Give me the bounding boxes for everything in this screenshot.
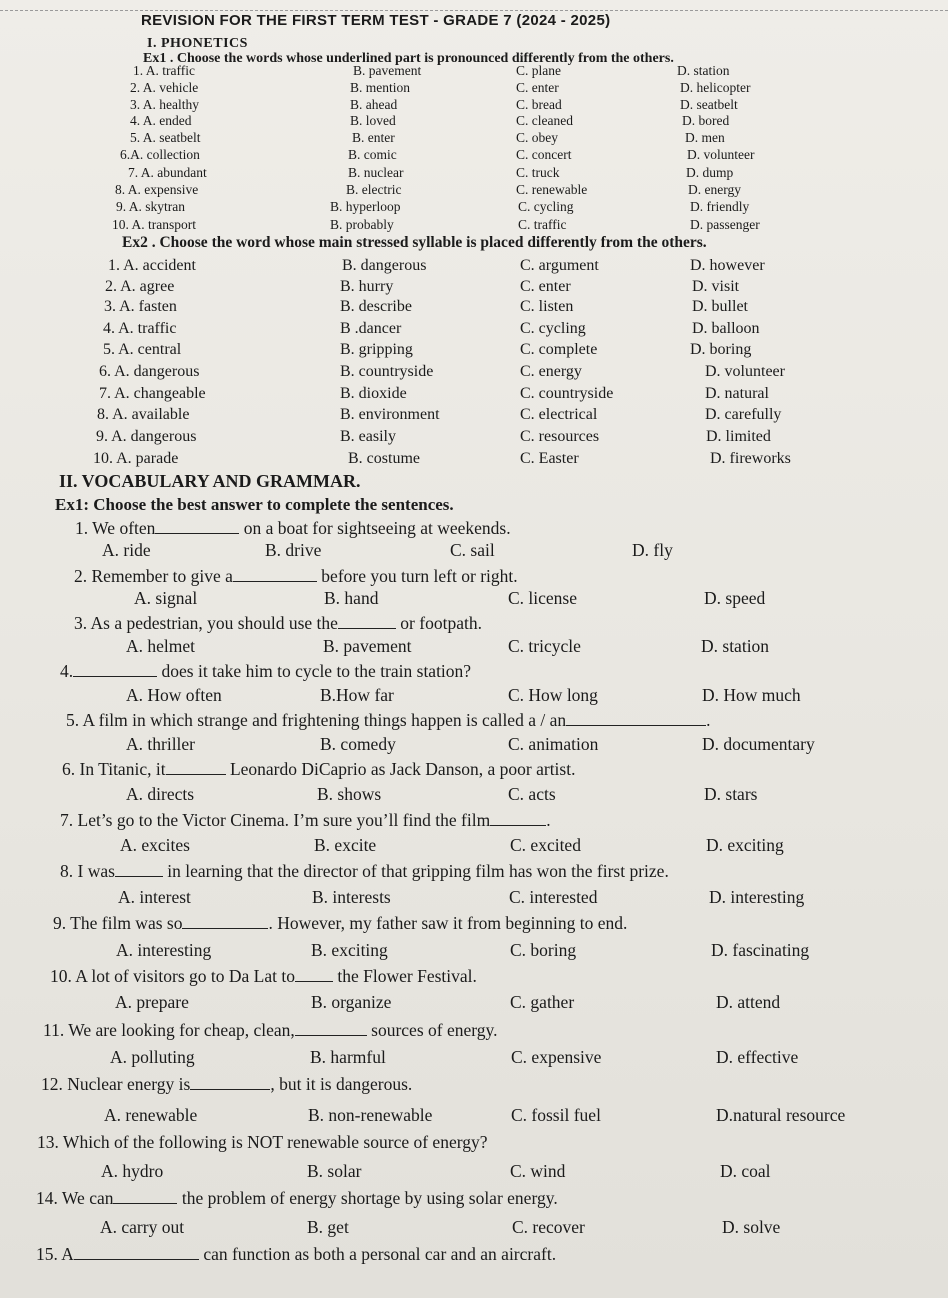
ex2-option-a: 8. A. available xyxy=(97,406,190,423)
answer-option-b: B. non-renewable xyxy=(308,1105,433,1125)
ex2-option-d: D. fireworks xyxy=(710,450,791,467)
question-stem xyxy=(37,1132,488,1153)
answer-option-a: A. directs xyxy=(126,784,195,804)
ex1-option-a: 3. A. healthy xyxy=(130,97,199,112)
answer-option-d: D. documentary xyxy=(702,734,815,754)
answer-option-c: C. tricycle xyxy=(508,636,581,656)
answer-option-d: D. speed xyxy=(704,588,766,608)
ex1-option-d: D. dump xyxy=(686,165,734,180)
answer-option-d: D. fly xyxy=(632,540,673,560)
answer-blank xyxy=(490,824,546,826)
ex2-option-b: B .dancer xyxy=(340,320,402,337)
answer-option-b: B. interests xyxy=(312,887,391,907)
question-text: 3. As a pedestrian, you should use the xyxy=(74,613,338,633)
answer-blank xyxy=(566,724,706,726)
ex1-option-b: B. nuclear xyxy=(348,165,404,180)
question-text-end: does it take him to cycle to the train station? xyxy=(157,661,472,681)
vocab-ex1-instruction: Ex1: Choose the best answer to complete the sentences. xyxy=(55,495,454,514)
answer-option-d: D. How much xyxy=(702,685,801,705)
question-text: 6. In Titanic, it xyxy=(62,759,166,779)
answer-option-c: C. animation xyxy=(508,734,599,754)
ex1-option-d: D. seatbelt xyxy=(680,97,738,112)
answer-option-b: B. harmful xyxy=(310,1047,386,1067)
answer-blank xyxy=(182,927,268,929)
answer-option-d: D. exciting xyxy=(706,835,784,855)
ex2-option-c: C. argument xyxy=(520,257,599,274)
ex2-option-d: D. natural xyxy=(705,385,769,402)
ex2-option-a: 2. A. agree xyxy=(105,278,175,295)
question-text-end: , but it is dangerous. xyxy=(270,1074,413,1094)
answer-option-d: D. solve xyxy=(722,1217,781,1237)
ex2-option-b: B. gripping xyxy=(340,341,413,358)
answer-option-c: C. sail xyxy=(450,540,495,560)
answer-option-c: C. expensive xyxy=(511,1047,602,1067)
ex1-option-d: D. men xyxy=(685,130,725,145)
ex2-option-c: C. complete xyxy=(520,341,598,358)
ex1-option-a: 5. A. seatbelt xyxy=(130,130,201,145)
ex1-option-d: D. passenger xyxy=(690,217,760,232)
question-text: 15. A xyxy=(36,1244,74,1264)
question-text: 8. I was xyxy=(60,861,115,881)
answer-option-b: B. shows xyxy=(317,784,382,804)
ex2-option-b: B. describe xyxy=(340,298,412,315)
ex2-option-c: C. enter xyxy=(520,278,571,295)
answer-option-d: D.natural resource xyxy=(716,1105,846,1125)
ex2-option-d: D. however xyxy=(690,257,765,274)
question-stem xyxy=(62,759,575,780)
ex1-option-a: 4. A. ended xyxy=(130,113,192,128)
ex2-option-c: C. energy xyxy=(520,363,582,380)
ex1-option-a: 10. A. transport xyxy=(112,217,196,232)
ex1-option-a: 6.A. collection xyxy=(120,147,200,162)
ex1-option-b: B. hyperloop xyxy=(330,199,401,214)
ex2-option-d: D. balloon xyxy=(692,320,760,337)
ex1-option-b: B. probably xyxy=(330,217,394,232)
question-stem xyxy=(60,661,471,682)
ex2-option-b: B. costume xyxy=(348,450,420,467)
question-stem xyxy=(66,710,710,731)
ex1-option-b: B. comic xyxy=(348,147,397,162)
answer-blank xyxy=(74,1258,199,1260)
answer-blank xyxy=(155,532,239,534)
question-text: 2. Remember to give a xyxy=(74,566,233,586)
section-phonetics-heading: I. PHONETICS xyxy=(147,36,248,51)
question-stem xyxy=(74,613,482,634)
answer-option-a: A. thriller xyxy=(126,734,196,754)
ex1-phonetics-instruction: Ex1 . Choose the words whose underlined part is pronounced differently from the others. xyxy=(143,51,674,66)
answer-option-b: B. solar xyxy=(307,1161,362,1181)
ex1-option-c: C. cycling xyxy=(518,199,574,214)
ex2-option-b: B. countryside xyxy=(340,363,434,380)
answer-option-c: C. license xyxy=(508,588,578,608)
ex1-option-c: C. plane xyxy=(516,63,561,78)
question-text-end: the problem of energy shortage by using solar energy. xyxy=(177,1188,558,1208)
ex2-option-a: 5. A. central xyxy=(103,341,182,358)
question-stem xyxy=(41,1074,412,1095)
answer-option-b: B. excite xyxy=(314,835,377,855)
question-stem xyxy=(53,913,627,934)
answer-blank xyxy=(190,1088,270,1090)
ex2-option-b: B. easily xyxy=(340,428,396,445)
ex2-option-b: B. dioxide xyxy=(340,385,407,402)
ex1-option-c: C. traffic xyxy=(518,217,567,232)
answer-option-d: D. fascinating xyxy=(711,940,810,960)
answer-option-a: A. hydro xyxy=(101,1161,164,1181)
answer-option-b: B. get xyxy=(307,1217,349,1237)
answer-blank xyxy=(338,627,396,629)
answer-blank xyxy=(166,773,226,775)
ex2-option-d: D. volunteer xyxy=(705,363,785,380)
ex1-option-d: D. friendly xyxy=(690,199,750,214)
question-stem xyxy=(75,518,511,539)
ex1-option-c: C. concert xyxy=(516,147,572,162)
page-title: REVISION FOR THE FIRST TERM TEST - GRADE 7 (2024 - 2025) xyxy=(141,12,611,29)
ex1-option-b: B. electric xyxy=(346,182,402,197)
answer-option-c: C. wind xyxy=(510,1161,566,1181)
ex1-option-c: C. cleaned xyxy=(516,113,573,128)
ex2-option-c: C. Easter xyxy=(520,450,579,467)
ex2-option-c: C. electrical xyxy=(520,406,598,423)
answer-option-c: C. interested xyxy=(509,887,598,907)
ex1-option-b: B. pavement xyxy=(353,63,422,78)
answer-option-d: D. effective xyxy=(716,1047,799,1067)
question-stem xyxy=(74,566,518,587)
answer-option-a: A. carry out xyxy=(100,1217,185,1237)
question-text-end: sources of energy. xyxy=(366,1020,498,1040)
question-stem xyxy=(60,810,551,831)
ex1-option-a: 7. A. abundant xyxy=(128,165,207,180)
answer-option-b: B. comedy xyxy=(320,734,396,754)
question-text: 12. Nuclear energy is xyxy=(41,1074,191,1094)
answer-blank xyxy=(295,1034,367,1036)
answer-option-c: C. fossil fuel xyxy=(511,1105,601,1125)
ex1-option-a: 9. A. skytran xyxy=(116,199,185,214)
ex1-option-b: B. mention xyxy=(350,80,410,95)
question-text-end: can function as both a personal car and an aircraft. xyxy=(198,1244,557,1264)
ex2-option-b: B. hurry xyxy=(340,278,394,295)
answer-option-c: C. recover xyxy=(512,1217,585,1237)
question-text: 11. We are looking for cheap, clean, xyxy=(43,1020,295,1040)
question-text: 4. xyxy=(60,661,74,681)
question-text-end: the Flower Festival. xyxy=(333,966,477,986)
ex2-option-a: 7. A. changeable xyxy=(99,385,206,402)
ex1-option-d: D. bored xyxy=(682,113,730,128)
ex2-option-d: D. carefully xyxy=(705,406,782,423)
ex2-option-b: B. dangerous xyxy=(342,257,427,274)
answer-option-d: D. attend xyxy=(716,992,781,1012)
question-text: 9. The film was so xyxy=(53,913,183,933)
question-stem xyxy=(36,1244,556,1265)
answer-option-a: A. helmet xyxy=(126,636,196,656)
question-text: 13. Which of the following is NOT renewable source of energy? xyxy=(37,1132,488,1152)
ex2-option-a: 6. A. dangerous xyxy=(99,363,200,380)
ex2-option-b: B. environment xyxy=(340,406,440,423)
answer-option-a: A. excites xyxy=(120,835,190,855)
ex2-option-c: C. listen xyxy=(520,298,574,315)
question-text-end: in learning that the director of that gripping film has won the first prize. xyxy=(162,861,669,881)
ex2-option-a: 4. A. traffic xyxy=(103,320,177,337)
ex1-option-a: 1. A. traffic xyxy=(133,63,195,78)
answer-option-a: A. How often xyxy=(126,685,222,705)
ex2-option-a: 10. A. parade xyxy=(93,450,179,467)
answer-option-a: A. prepare xyxy=(115,992,189,1012)
ex2-stress-instruction: Ex2 . Choose the word whose main stressed syllable is placed differently from the others. xyxy=(122,234,707,251)
question-stem xyxy=(43,1020,498,1041)
question-text: 5. A film in which strange and frightening things happen is called a / an xyxy=(66,710,567,730)
ex2-option-a: 3. A. fasten xyxy=(104,298,177,315)
question-text-end: . xyxy=(706,710,711,730)
ex1-option-c: C. truck xyxy=(516,165,560,180)
question-text: 10. A lot of visitors go to Da Lat to xyxy=(50,966,295,986)
answer-blank xyxy=(73,675,157,677)
answer-blank xyxy=(233,580,317,582)
question-stem xyxy=(60,861,669,882)
answer-option-c: C. acts xyxy=(508,784,556,804)
question-text-end: Leonardo DiCaprio as Jack Danson, a poor artist. xyxy=(225,759,576,779)
question-text: 7. Let’s go to the Victor Cinema. I’m sure you’ll find the film xyxy=(60,810,491,830)
answer-option-a: A. interest xyxy=(118,887,191,907)
ex1-option-d: D. volunteer xyxy=(687,147,755,162)
answer-option-a: A. renewable xyxy=(104,1105,198,1125)
ex1-option-c: C. obey xyxy=(516,130,558,145)
ex1-option-b: B. ahead xyxy=(350,97,398,112)
section-vocabulary-heading: II. VOCABULARY AND GRAMMAR. xyxy=(59,471,361,491)
ex1-option-a: 8. A. expensive xyxy=(115,182,199,197)
ex1-option-a: 2. A. vehicle xyxy=(130,80,199,95)
ex1-option-b: B. enter xyxy=(352,130,395,145)
ex2-option-d: D. boring xyxy=(690,341,752,358)
ex1-option-c: C. renewable xyxy=(516,182,588,197)
question-text-end: . xyxy=(546,810,551,830)
ex1-option-d: D. energy xyxy=(688,182,741,197)
answer-option-a: A. polluting xyxy=(110,1047,195,1067)
ex2-option-a: 9. A. dangerous xyxy=(96,428,197,445)
ex2-option-a: 1. A. accident xyxy=(108,257,196,274)
question-text-end: or footpath. xyxy=(395,613,482,633)
answer-option-c: C. gather xyxy=(510,992,575,1012)
ex1-option-d: D. helicopter xyxy=(680,80,751,95)
answer-option-c: C. boring xyxy=(510,940,577,960)
ex2-option-c: C. countryside xyxy=(520,385,614,402)
answer-blank xyxy=(295,980,333,982)
answer-option-c: C. How long xyxy=(508,685,598,705)
answer-option-b: B.How far xyxy=(320,685,394,705)
ex1-option-c: C. bread xyxy=(516,97,562,112)
question-text-end: on a boat for sightseeing at weekends. xyxy=(239,518,511,538)
answer-option-a: A. interesting xyxy=(116,940,212,960)
answer-option-a: A. signal xyxy=(134,588,198,608)
answer-option-c: C. excited xyxy=(510,835,581,855)
answer-option-d: D. coal xyxy=(720,1161,771,1181)
answer-option-d: D. station xyxy=(701,636,770,656)
answer-option-b: B. hand xyxy=(324,588,379,608)
ex1-option-d: D. station xyxy=(677,63,730,78)
ex1-option-c: C. enter xyxy=(516,80,559,95)
answer-option-a: A. ride xyxy=(102,540,151,560)
ex2-option-d: D. bullet xyxy=(692,298,748,315)
answer-blank xyxy=(113,1202,177,1204)
question-stem xyxy=(36,1188,558,1209)
question-text-end: . However, my father saw it from beginning to end. xyxy=(268,913,628,933)
answer-option-b: B. pavement xyxy=(323,636,412,656)
ex2-option-c: C. resources xyxy=(520,428,600,445)
answer-option-b: B. organize xyxy=(311,992,392,1012)
ex2-option-c: C. cycling xyxy=(520,320,586,337)
question-text: 14. We can xyxy=(36,1188,114,1208)
top-edge xyxy=(0,0,948,11)
answer-blank xyxy=(115,875,163,877)
question-text-end: before you turn left or right. xyxy=(316,566,518,586)
answer-option-b: B. drive xyxy=(265,540,322,560)
answer-option-d: D. interesting xyxy=(709,887,805,907)
question-stem xyxy=(50,966,477,987)
answer-option-b: B. exciting xyxy=(311,940,388,960)
ex2-option-d: D. visit xyxy=(692,278,740,295)
ex1-option-b: B. loved xyxy=(350,113,396,128)
question-text: 1. We often xyxy=(75,518,156,538)
answer-option-d: D. stars xyxy=(704,784,758,804)
ex2-option-d: D. limited xyxy=(706,428,771,445)
